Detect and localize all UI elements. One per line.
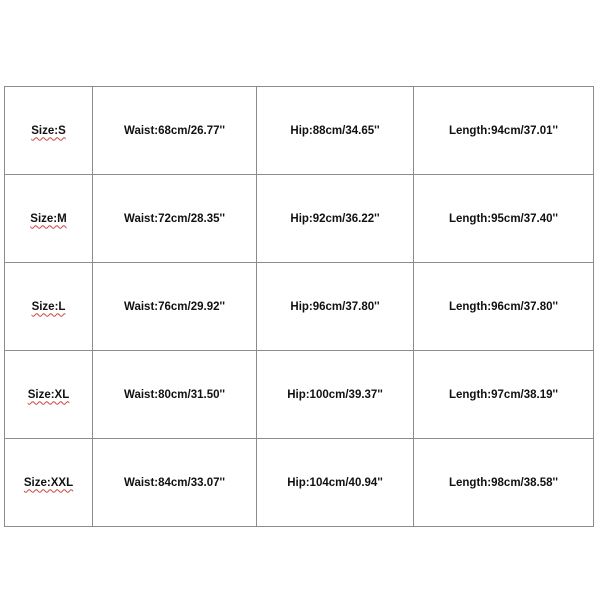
table-row xyxy=(5,263,594,351)
hip-cell: Hip:100cm/39.37'' xyxy=(257,351,414,439)
table-row xyxy=(5,175,594,263)
waist-cell: Waist:76cm/29.92'' xyxy=(93,263,257,351)
table-row xyxy=(5,439,594,527)
size-label: Size:XL xyxy=(27,388,70,401)
size-cell xyxy=(5,175,93,263)
hip-cell: Hip:92cm/36.22'' xyxy=(257,175,414,263)
size-label: Size:S xyxy=(31,124,66,137)
size-cell xyxy=(5,263,93,351)
table-row xyxy=(5,351,594,439)
length-cell: Length:98cm/38.58'' xyxy=(414,439,594,527)
size-label: Size:XXL xyxy=(23,476,74,489)
hip-cell: Hip:104cm/40.94'' xyxy=(257,439,414,527)
length-cell: Length:94cm/37.01'' xyxy=(414,87,594,175)
size-label: Size:M xyxy=(30,212,67,225)
waist-cell: Waist:80cm/31.50'' xyxy=(93,351,257,439)
waist-cell: Waist:68cm/26.77'' xyxy=(93,87,257,175)
hip-cell: Hip:96cm/37.80'' xyxy=(257,263,414,351)
size-cell xyxy=(5,87,93,175)
length-cell: Length:96cm/37.80'' xyxy=(414,263,594,351)
length-cell: Length:95cm/37.40'' xyxy=(414,175,594,263)
size-label: Size:L xyxy=(31,300,66,313)
length-cell: Length:97cm/38.19'' xyxy=(414,351,594,439)
size-chart-table xyxy=(4,86,594,527)
table-row xyxy=(5,87,594,175)
hip-cell: Hip:88cm/34.65'' xyxy=(257,87,414,175)
waist-cell: Waist:84cm/33.07'' xyxy=(93,439,257,527)
size-cell xyxy=(5,351,93,439)
waist-cell: Waist:72cm/28.35'' xyxy=(93,175,257,263)
size-cell xyxy=(5,439,93,527)
